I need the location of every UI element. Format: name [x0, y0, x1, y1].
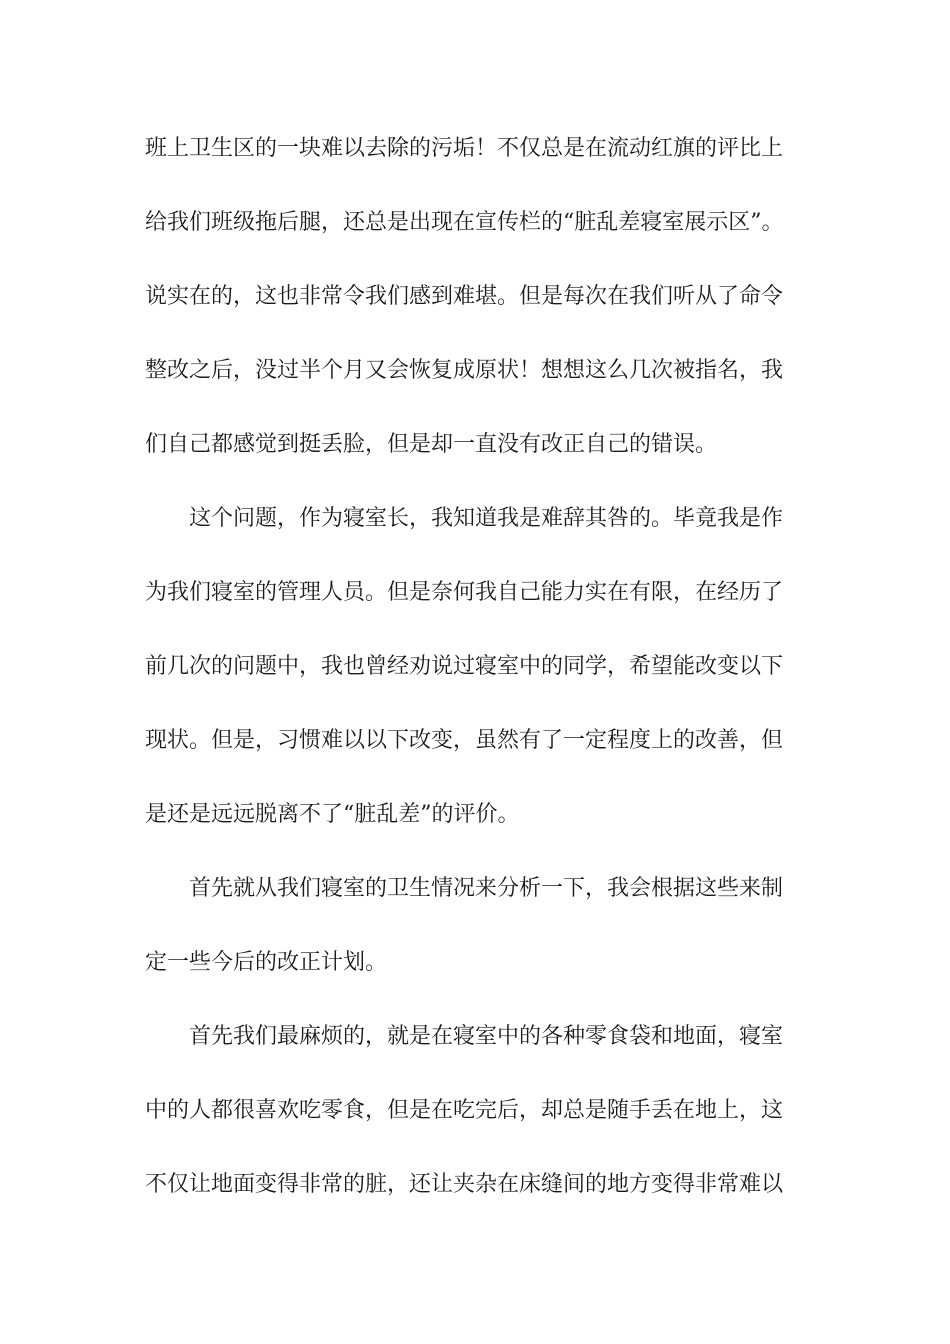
text-line: 们自己都感觉到挺丢脸，但是却一直没有改正自己的错误。 — [145, 432, 718, 457]
text-line: 中的人都很喜欢吃零食，但是在吃完后，却总是随手丢在地上，这 — [145, 1098, 784, 1123]
text-line: 是还是远远脱离不了“脏乱差”的评价。 — [145, 802, 520, 827]
text-line: 前几次的问题中，我也曾经劝说过寝室中的同学，希望能改变以下 — [145, 654, 784, 679]
text-line: 说实在的，这也非常令我们感到难堪。但是每次在我们听从了命令 — [145, 284, 784, 309]
text-line: 给我们班级拖后腿，还总是出现在宣传栏的“脏乱差寝室展示区”。 — [145, 210, 784, 235]
text-line: 现状。但是，习惯难以以下改变，虽然有了一定程度上的改善，但 — [145, 728, 784, 753]
paragraph-first-line: 首先我们最麻烦的，就是在寝室中的各种零食袋和地面，寝室 — [189, 1024, 784, 1049]
text-line: 定一些今后的改正计划。 — [145, 950, 388, 975]
paragraph-first-line: 这个问题，作为寝室长，我知道我是难辞其咎的。毕竟我是作 — [189, 506, 784, 531]
paragraph-first-line: 首先就从我们寝室的卫生情况来分析一下，我会根据这些来制 — [189, 876, 784, 901]
text-line: 班上卫生区的一块难以去除的污垢！不仅总是在流动红旗的评比上 — [145, 136, 784, 161]
text-line: 整改之后，没过半个月又会恢复成原状！想想这么几次被指名，我 — [145, 358, 784, 383]
text-line: 不仅让地面变得非常的脏，还让夹杂在床缝间的地方变得非常难以 — [145, 1172, 784, 1197]
text-line: 为我们寝室的管理人员。但是奈何我自己能力实在有限，在经历了 — [145, 580, 784, 605]
